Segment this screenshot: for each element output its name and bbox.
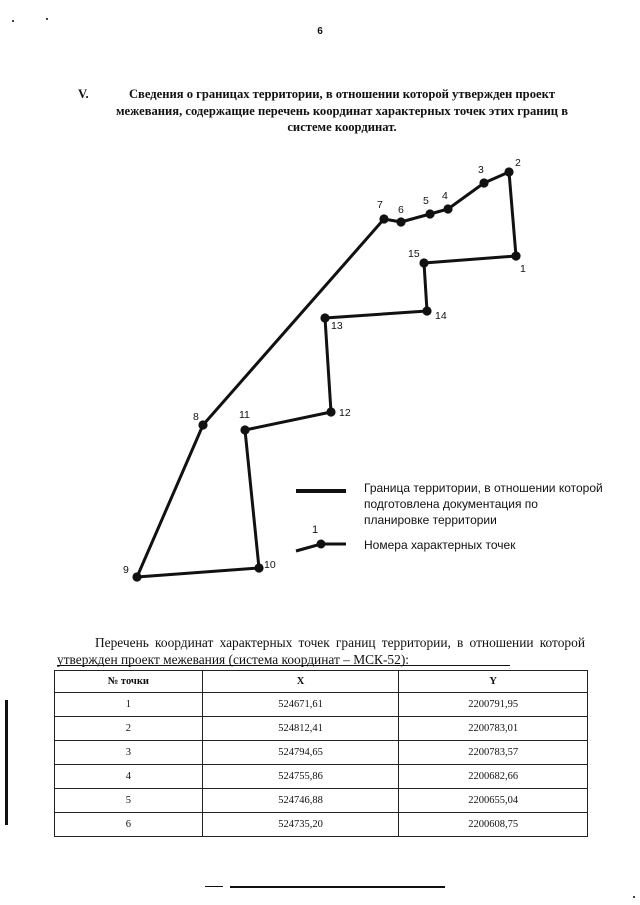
boundary-point-10 xyxy=(254,563,263,572)
cell-point: 5 xyxy=(55,789,203,813)
boundary-point-15 xyxy=(419,258,428,267)
point-label-12: 12 xyxy=(339,407,351,419)
boundary-point-3 xyxy=(479,178,488,187)
legend-points-text: Номера характерных точек xyxy=(364,538,516,552)
point-label-7: 7 xyxy=(377,199,383,211)
boundary-point-6 xyxy=(396,217,405,226)
boundary-point-12 xyxy=(326,407,335,416)
cell-x: 524812,41 xyxy=(202,717,399,741)
coordinates-intro: Перечень координат характерных точек границ территории, в отношении которой утвержден проект межевания (система координат – МСК-52): xyxy=(57,635,585,667)
cell-x: 524794,65 xyxy=(202,741,399,765)
table-row xyxy=(55,717,588,741)
table-header-row xyxy=(55,671,588,693)
page-number: 6 xyxy=(317,26,323,37)
point-label-8: 8 xyxy=(193,411,199,423)
point-label-6: 6 xyxy=(398,204,404,216)
cell-point: 6 xyxy=(55,813,203,837)
boundary-point-7 xyxy=(379,214,388,223)
point-label-11: 11 xyxy=(239,409,250,421)
cell-x: 524755,86 xyxy=(202,765,399,789)
table-row xyxy=(55,789,588,813)
point-label-5: 5 xyxy=(423,195,429,207)
header-x: X xyxy=(202,671,399,693)
header-point-number: № точки xyxy=(55,671,203,693)
scan-speck xyxy=(633,896,635,898)
point-label-3: 3 xyxy=(478,164,484,176)
cell-point: 3 xyxy=(55,741,203,765)
boundary-point-5 xyxy=(425,209,434,218)
cell-x: 524671,61 xyxy=(202,693,399,717)
table-row xyxy=(55,741,588,765)
cell-x: 524746,88 xyxy=(202,789,399,813)
table-row xyxy=(55,813,588,837)
section-title: Сведения о границах территории, в отношении которой утвержден проект межевания, содержащие перечень координат характерных точек этих границ в системе координат. xyxy=(115,87,569,134)
point-label-14: 14 xyxy=(435,310,447,322)
cell-y: 2200783,01 xyxy=(399,717,588,741)
boundary-point-4 xyxy=(443,204,452,213)
point-label-15: 15 xyxy=(408,248,420,260)
point-label-9: 9 xyxy=(123,564,129,576)
boundary-point-9 xyxy=(132,572,141,581)
point-label-1: 1 xyxy=(520,263,526,275)
table-row xyxy=(55,693,588,717)
cell-point: 2 xyxy=(55,717,203,741)
section-number: V. xyxy=(78,87,89,101)
boundary-point-2 xyxy=(504,167,513,176)
point-label-10: 10 xyxy=(264,559,276,571)
intro-underline xyxy=(57,665,510,666)
boundary-point-1 xyxy=(511,251,520,260)
legend-sample-label: 1 xyxy=(312,524,319,536)
coordinates-table xyxy=(54,670,588,837)
cell-y: 2200783,57 xyxy=(399,741,588,765)
boundary-point-11 xyxy=(240,425,249,434)
boundary-point-14 xyxy=(422,306,431,315)
cell-point: 4 xyxy=(55,765,203,789)
signature-line xyxy=(230,886,445,888)
boundary-point-13 xyxy=(320,313,329,322)
boundary-point-8 xyxy=(198,420,207,429)
cell-x: 524735,20 xyxy=(202,813,399,837)
cell-y: 2200791,95 xyxy=(399,693,588,717)
table-row xyxy=(55,765,588,789)
cell-y: 2200655,04 xyxy=(399,789,588,813)
cell-point: 1 xyxy=(55,693,203,717)
header-y: Y xyxy=(399,671,588,693)
cell-y: 2200608,75 xyxy=(399,813,588,837)
cell-y: 2200682,66 xyxy=(399,765,588,789)
scan-speck xyxy=(46,18,48,20)
point-label-13: 13 xyxy=(331,320,343,332)
legend-point-marker xyxy=(317,540,326,549)
point-label-4: 4 xyxy=(442,190,448,202)
legend-boundary-text: Граница территории, в отношении которой подготовлена документация по планировке территории xyxy=(364,481,603,527)
scan-speck xyxy=(12,20,14,22)
point-label-2: 2 xyxy=(515,157,521,169)
signature-dash xyxy=(205,886,223,887)
scan-edge-mark xyxy=(5,700,8,825)
